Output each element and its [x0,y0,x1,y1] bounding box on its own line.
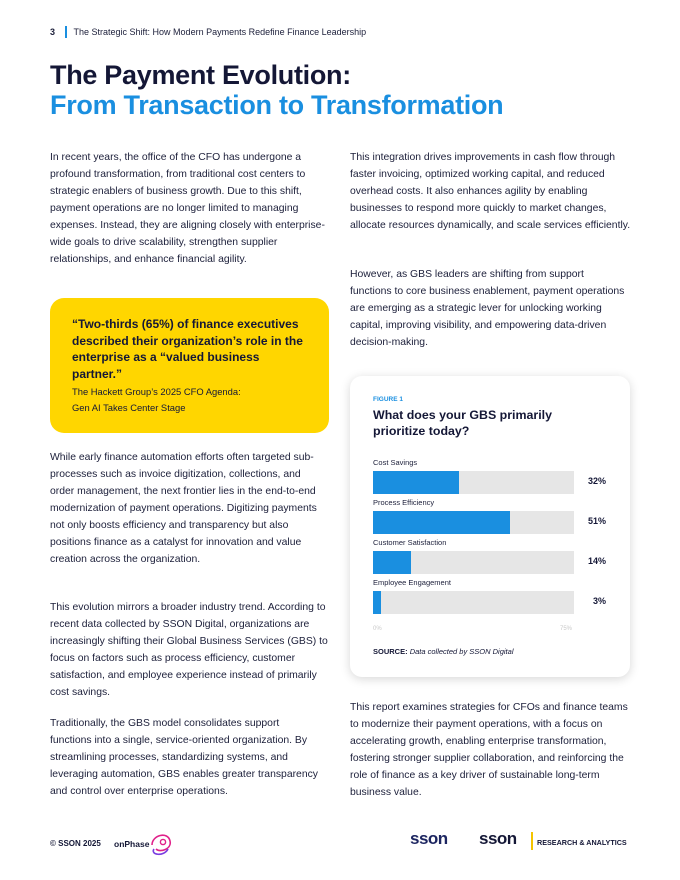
left-paragraph-4 [50,715,322,800]
page-title [50,60,503,120]
running-header [50,26,366,38]
logo-divider [531,832,533,850]
title-line-1: The Payment Evolution: [50,60,351,90]
running-title: The Strategic Shift: How Modern Payments Redefine Finance Leadership [73,27,367,37]
pull-quote [50,298,329,433]
bar-label: Employee Engagement [373,578,451,587]
sson-logo: sson [410,829,448,848]
chart-title: What does your GBS primarily prioritize today? [373,408,553,438]
paragraph: This evolution mirrors a broader industry trend. According to recent data collected by SSON Digital, organizations are increasingly shifting their Global Business Services (GBS) to focus on factors such as process efficiency, customer satisfaction, and employee experience instead of primarily cost savings. [50,602,328,698]
bar-track [373,511,574,534]
research-analytics-label: RESEARCH & ANALYTICS [537,838,627,847]
bar-track [373,591,574,614]
title-line-2: From Transaction to Transformation [50,90,504,120]
header-divider [65,26,67,38]
bar-label: Process Efficiency [373,498,435,507]
paragraph: Traditionally, the GBS model consolidates support functions into a single, service-oriented organization. By streamlining processes, standardizing systems, and leveraging automation, GBS enables greater transparency and control over enterprise operations. [50,718,319,797]
right-paragraph-2 [350,266,625,351]
paragraph: This integration drives improvements in cash flow through faster invoicing, optimized working capital, and reduced overhead costs. It also enhances agility by enabling businesses to respond more quickly to market changes, allocate resources dynamically, and scale services efficiently. [350,152,631,231]
x-tick-max: 75% [560,626,573,632]
bar-label: Cost Savings [373,458,418,467]
left-paragraph-2 [50,449,325,568]
bar-value-label: 3% [592,596,606,606]
bar [373,591,381,614]
quote-source-line-1: The Hackett Group’s 2025 CFO Agenda: [72,386,241,397]
left-paragraph-3 [50,599,328,701]
bar-value-label: 32% [587,476,606,486]
bar-track [373,471,574,494]
bar [373,511,510,534]
right-paragraph-1 [350,149,635,234]
onphase-logo [114,827,176,859]
bar-value-label: 14% [587,556,606,566]
paragraph: However, as GBS leaders are shifting from support functions to core business enablement, payment operations are emerging as a strategic lever for unlocking working capital, improving visibility, and empowering data-driven decision-making. [350,269,625,348]
paragraph: This report examines strategies for CFOs and finance teams to modernize their payment operations, with a focus on accelerating growth, enabling enterprise transformation, fostering stronger supplier collaboration, and reinforcing the role of finance as a key driver of sustainable long-term business value. [350,702,628,798]
quote-text: “Two-thirds (65%) of finance executives described their organization’s role in the enterprise as a “valued business partner.” [72,317,303,381]
bar-label: Customer Satisfaction [373,538,447,547]
figure-source [373,647,513,656]
bar [373,471,459,494]
source-label: SOURCE: [373,647,408,656]
quote-source [72,384,309,415]
page-number: 3 [50,27,56,37]
right-paragraph-3 [350,699,630,801]
copyright: © SSON 2025 [50,839,101,848]
source-text: Data collected by SSON Digital [409,647,514,656]
bar-value-label: 51% [587,516,606,526]
figure-card [350,376,630,677]
paragraph: In recent years, the office of the CFO has undergone a profound transformation, from traditional cost centers to strategic enablers of business growth. Due to this shift, payment operations are no longer limited to managing expenses. Instead, they are aligning closely with enterprise-wide goals to drive scalability, strengthen supplier relationships, and enhance financial agility. [50,152,325,265]
bar [373,551,411,574]
bar-track [373,551,574,574]
figure-label: FIGURE 1 [373,396,403,403]
paragraph: While early finance automation efforts often targeted sub-processes such as invoice digitization, collections, and order management, the next frontier lies in the end-to-end modernization of payment operations. Digitizing payments not only boosts efficiency and transparency but also positions finance as a catalyst for innovation and value creation across the organization. [50,452,317,565]
left-paragraph-1 [50,149,325,268]
quote-source-line-2: Gen AI Takes Center Stage [72,401,186,413]
onphase-mark-icon [144,827,176,859]
sson-research-logo: sson [479,829,517,848]
x-tick-min: 0% [373,626,382,632]
onphase-wordmark: onPhase [114,839,150,849]
